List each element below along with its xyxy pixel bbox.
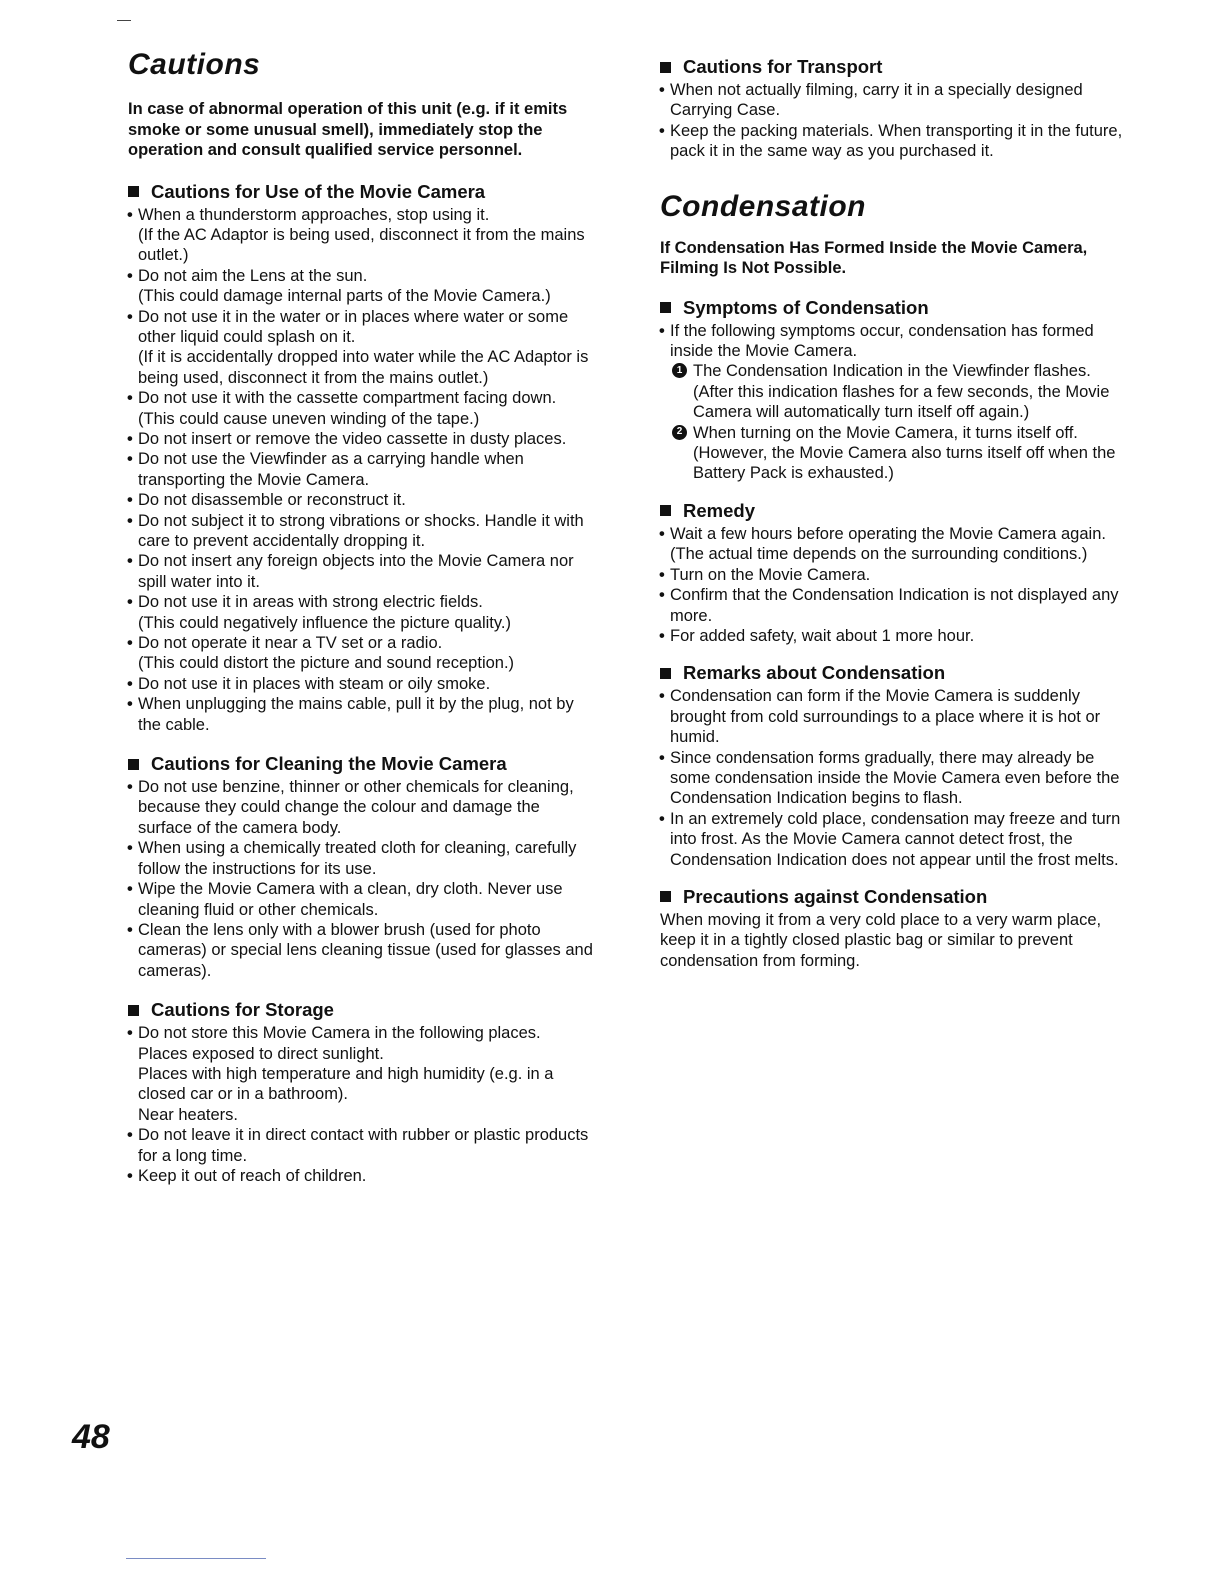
section-heading-use: Cautions for Use of the Movie Camera bbox=[128, 181, 598, 203]
square-bullet-icon bbox=[128, 1005, 139, 1016]
condensation-title: Condensation bbox=[660, 189, 866, 223]
symptom-1: 1 The Condensation Indication in the Viewfinder flashes. (After this indication flashes for a few seconds, the Movie Camera will automatically turn itself off again.) bbox=[660, 361, 1130, 422]
section-cleaning bbox=[128, 753, 598, 981]
list-item: • When a thunderstorm approaches, stop using it. (If the AC Adaptor is being used, disconnect it from the mains outlet.) bbox=[128, 205, 598, 266]
section-heading-storage: Cautions for Storage bbox=[128, 999, 598, 1021]
square-bullet-icon bbox=[660, 62, 671, 73]
section-use bbox=[128, 181, 598, 736]
section-precautions bbox=[660, 886, 1130, 971]
list-item: • Keep the packing materials. When transporting it in the future, pack it in the same way as you purchased it. bbox=[660, 121, 1130, 162]
symptoms-list bbox=[660, 321, 1130, 362]
list-item: • Do not use it in the water or in places where water or some other liquid could splash on it. (If it is accidentally dropped into water while the AC Adaptor is being used, disconnect it from the mains outlet.) bbox=[128, 307, 598, 389]
list-item: • For added safety, wait about 1 more hour. bbox=[660, 626, 1130, 646]
section-storage bbox=[128, 999, 598, 1186]
remarks-list bbox=[660, 686, 1130, 870]
use-list bbox=[128, 205, 598, 736]
list-item: • Wipe the Movie Camera with a clean, dry cloth. Never use cleaning fluid or other chemicals. bbox=[128, 879, 598, 920]
list-item: • Turn on the Movie Camera. bbox=[660, 565, 1130, 585]
list-item: • Do not use benzine, thinner or other chemicals for cleaning, because they could change the colour and damage the surface of the camera body. bbox=[128, 777, 598, 838]
page-number: 48 bbox=[72, 1418, 110, 1456]
section-heading-transport: Cautions for Transport bbox=[660, 56, 1130, 78]
cautions-lead: In case of abnormal operation of this unit (e.g. if it emits smoke or some unusual smell), immediately stop the operation and consult qualified service personnel. bbox=[128, 100, 568, 159]
transport-list bbox=[660, 80, 1130, 162]
section-heading-remedy: Remedy bbox=[660, 500, 1130, 522]
left-column bbox=[128, 0, 598, 1186]
list-item: • Do not subject it to strong vibrations or shocks. Handle it with care to prevent accidentally dropping it. bbox=[128, 511, 598, 552]
section-heading-remarks: Remarks about Condensation bbox=[660, 662, 1130, 684]
list-item: • If the following symptoms occur, condensation has formed inside the Movie Camera. bbox=[660, 321, 1130, 362]
bottom-rule bbox=[126, 1558, 266, 1559]
list-item: • Keep it out of reach of children. bbox=[128, 1166, 598, 1186]
square-bullet-icon bbox=[660, 302, 671, 313]
list-item: • Do not use it in places with steam or oily smoke. bbox=[128, 674, 598, 694]
section-remarks bbox=[660, 662, 1130, 870]
list-item: • Do not use it in areas with strong electric fields. (This could negatively influence the picture quality.) bbox=[128, 592, 598, 633]
right-column bbox=[660, 0, 1130, 971]
symptom-2: 2 When turning on the Movie Camera, it turns itself off. (However, the Movie Camera also turns itself off when the Battery Pack is exhausted.) bbox=[660, 423, 1130, 484]
list-item: • Do not insert any foreign objects into the Movie Camera nor spill water into it. bbox=[128, 551, 598, 592]
precautions-text: When moving it from a very cold place to a very warm place, keep it in a tightly closed plastic bag or similar to prevent condensation from forming. bbox=[660, 910, 1102, 970]
list-item: • When using a chemically treated cloth for cleaning, carefully follow the instructions for its use. bbox=[128, 838, 598, 879]
section-heading-precautions: Precautions against Condensation bbox=[660, 886, 1130, 908]
list-item: • Wait a few hours before operating the Movie Camera again. (The actual time depends on the surrounding conditions.) bbox=[660, 524, 1130, 565]
section-transport bbox=[660, 56, 1130, 162]
section-symptoms bbox=[660, 297, 1130, 484]
number-two-icon: 2 bbox=[672, 425, 687, 440]
list-item: • When unplugging the mains cable, pull it by the plug, not by the cable. bbox=[128, 694, 598, 735]
number-one-icon: 1 bbox=[672, 363, 687, 378]
square-bullet-icon bbox=[128, 759, 139, 770]
list-item: • In an extremely cold place, condensation may freeze and turn into frost. As the Movie Camera cannot detect frost, the Condensation Indication does not appear until the frost melts. bbox=[660, 809, 1130, 870]
list-item: • Confirm that the Condensation Indication is not displayed any more. bbox=[660, 585, 1130, 626]
square-bullet-icon bbox=[660, 891, 671, 902]
section-heading-cleaning: Cautions for Cleaning the Movie Camera bbox=[128, 753, 598, 775]
list-item: • Do not use the Viewfinder as a carrying handle when transporting the Movie Camera. bbox=[128, 449, 598, 490]
cleaning-list bbox=[128, 777, 598, 981]
cautions-title: Cautions bbox=[128, 48, 261, 81]
section-heading-symptoms: Symptoms of Condensation bbox=[660, 297, 1130, 319]
square-bullet-icon bbox=[660, 505, 671, 516]
square-bullet-icon bbox=[660, 668, 671, 679]
list-item: • Do not insert or remove the video cassette in dusty places. bbox=[128, 429, 598, 449]
list-item: • Clean the lens only with a blower brush (used for photo cameras) or special lens cleaning tissue (used for glasses and cameras). bbox=[128, 920, 598, 981]
list-item: • Do not disassemble or reconstruct it. bbox=[128, 490, 598, 510]
list-item: • Do not store this Movie Camera in the following places. Places exposed to direct sunlight. Places with high temperature and high humidity (e.g. in a closed car or in a bathroom). Near heaters. bbox=[128, 1023, 598, 1125]
remedy-list bbox=[660, 524, 1130, 646]
list-item: • Do not operate it near a TV set or a radio. (This could distort the picture and sound reception.) bbox=[128, 633, 598, 674]
square-bullet-icon bbox=[128, 186, 139, 197]
list-item: • Do not use it with the cassette compartment facing down. (This could cause uneven winding of the tape.) bbox=[128, 388, 598, 429]
condensation-lead: If Condensation Has Formed Inside the Movie Camera, Filming Is Not Possible. bbox=[660, 238, 1088, 278]
list-item: • Condensation can form if the Movie Camera is suddenly brought from cold surroundings to a place where it is hot or humid. bbox=[660, 686, 1130, 747]
list-item: • Do not aim the Lens at the sun. (This could damage internal parts of the Movie Camera.) bbox=[128, 266, 598, 307]
list-item: • Since condensation forms gradually, there may already be some condensation inside the Movie Camera even before the Condensation Indication begins to flash. bbox=[660, 748, 1130, 809]
section-remedy bbox=[660, 500, 1130, 646]
storage-list bbox=[128, 1023, 598, 1186]
list-item: • When not actually filming, carry it in a specially designed Carrying Case. bbox=[660, 80, 1130, 121]
list-item: • Do not leave it in direct contact with rubber or plastic products for a long time. bbox=[128, 1125, 598, 1166]
